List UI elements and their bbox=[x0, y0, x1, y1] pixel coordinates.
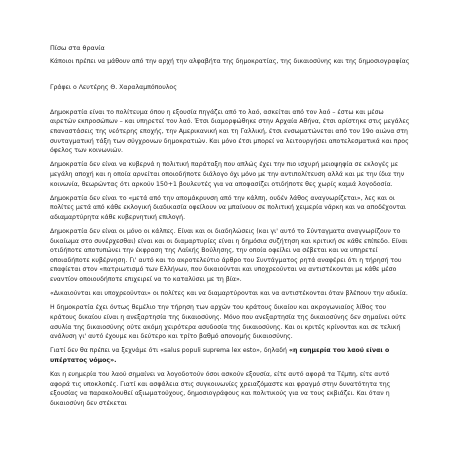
paragraph-salus bbox=[50, 346, 410, 365]
back-link[interactable]: Πίσω στα θρανία bbox=[50, 44, 105, 52]
paragraph-1: Δημοκρατία είναι το πολίτευμα όπου η εξουσία πηγάζει από το λαό, ασκείται από τον λαό – έστω και μέσω αιρετών εκπροσώπων – και υπηρετεί τον λαό. Έτσι διαμορφώθηκε στην Αρχαία Αθήνα, έτσι αρίστηκε στις μεγάλες επαναστάσεις της νεότερης εποχής, την Αμερικανική και τη Γαλλική, έτσι ενσωματώνεται από τον 19ο αιώνα στη συνταγματική τάξη των σύγχρονων δημοκρατιών. Και μόνο έτσι μπορεί να λειτουργήσει αποτελεσματικά και προς όφελος των κοινωνιών. bbox=[50, 108, 410, 155]
salus-text: Γιατί δεν θα πρέπει να ξεχνάμε ότι «salus populi suprema lex esto», δηλαδή bbox=[50, 347, 289, 355]
author-byline: Γράφει ο Λευτέρης Θ. Χαραλαμπόπουλος bbox=[50, 84, 177, 92]
salus-bold-text: «η ευημερία του λαού είναι ο υπέρτατος νόμος». bbox=[50, 347, 390, 364]
paragraph-5: «Δικαιούνται και υποχρεούνται» οι πολίτες και να διαμαρτύρονται και να αντιστέκονται όταν βλέπουν την αδικία. bbox=[50, 290, 408, 298]
paragraph-6: Η δημοκρατία έχει όντως θεμέλιο την τήρηση των αρχών του κράτους δικαίου και ακρογωνιαίος λίθος του κράτους δικαίου είναι η ανεξαρτησία της δικαιοσύνης. Μόνο που ανεξαρτησία της δικαιοσύνης δεν σημαίνει ούτε ασυλία της δικαιοσύνης ούτε ακόμη χειρότερα ασυδοσία της δικαιοσύνης. Και οι κριτές κρίνονται και σε τελική ανάλυση γι' αυτό έχουμε και δεύτερο και τρίτο βαθμό απονομής δικαιοσύνης. bbox=[50, 304, 406, 341]
paragraph-2: Δημοκρατία δεν είναι να κυβερνά η πολιτική παράταξη που απλώς έχει την πιο ισχυρή μειοψηφία σε εκλογές με μεγάλη αποχή και η οποία αρνείται οποιοδήποτε διάλογο όχι μόνο με την αντιπολίτευση αλλά και με την ίδια την κοινωνία, θεωρώντας ότι αρκούν 150+1 βουλευτές για να αποφασίζει οτιδήποτε θες χωρίς καμιά λογοδοσία. bbox=[50, 161, 405, 188]
paragraph-final: Και η ευημερία του λαού σημαίνει να λογοδοτούν όσοι ασκούν εξουσία, είτε αυτό αφορά τα Τέμπη, είτε αυτό αφορά τις υποκλοπές. Γιατί και ασφάλεια στις συγκοινωνίες χρειαζόμαστε και φραγμό στην δυνατότητα της εξουσίας να παρακολουθεί αξιωματούχους, δημοσιογράφους και πολιτικούς για να τους εκβιάζει. Και όταν η δικαιοσύνη δεν στέκεται bbox=[50, 371, 391, 407]
paragraph-3: Δημοκρατία δεν είναι το «μετά από την απομάκρυνση από την κάλπη, ουδέν λάθος αναγνωρίζεται», λες και οι πολίτες μετά από κάθε εκλογική διαδικασία οφείλουν να μπαίνουν σε πολιτική χειμερία νάρκη και να αποδέχονται αδιαμαρτύρητα κάθε κυβερνητική επιλογή. bbox=[50, 194, 406, 221]
article-subtitle: Κάποιοι πρέπει να μάθουν από την αρχή την αλφαβήτα της δημοκρατίας, της δικαιοσύνης και της δημοσιογραφίας bbox=[50, 57, 410, 65]
paragraph-4: Δημοκρατία δεν είναι οι μόνο οι κάλπες. Είναι και οι διαδηλώσεις (και γι' αυτό το Σύνταγματα αναγνωρίζουν το δικαίωμα στο συνέρχεσθαι) είναι και οι διαμαρτυρίες είναι η δημόσια συζήτηση και κριτική σε κάθε επίπεδο. Είναι οτιδήποτε αποτυπώνει την έκφραση της Λαϊκής Βούλησης, την οποία οφείλει να σέβεται και να υπηρετεί οποιαδήποτε κυβέρνηση. Γι' αυτό και το ακροτελεύτιο άρθρο του Συντάγματος ρητά αναφέρει ότι η τήρησή του επαφίεται στον «πατριωτισμό των Ελλήνων, που δικαιούνται και υποχρεούνται να αντιστέκονται με κάθε μέσο εναντίον οποιουδήποτε επιχειρεί να το καταλύσει με τη βία». bbox=[50, 228, 408, 284]
article-page bbox=[50, 44, 410, 413]
